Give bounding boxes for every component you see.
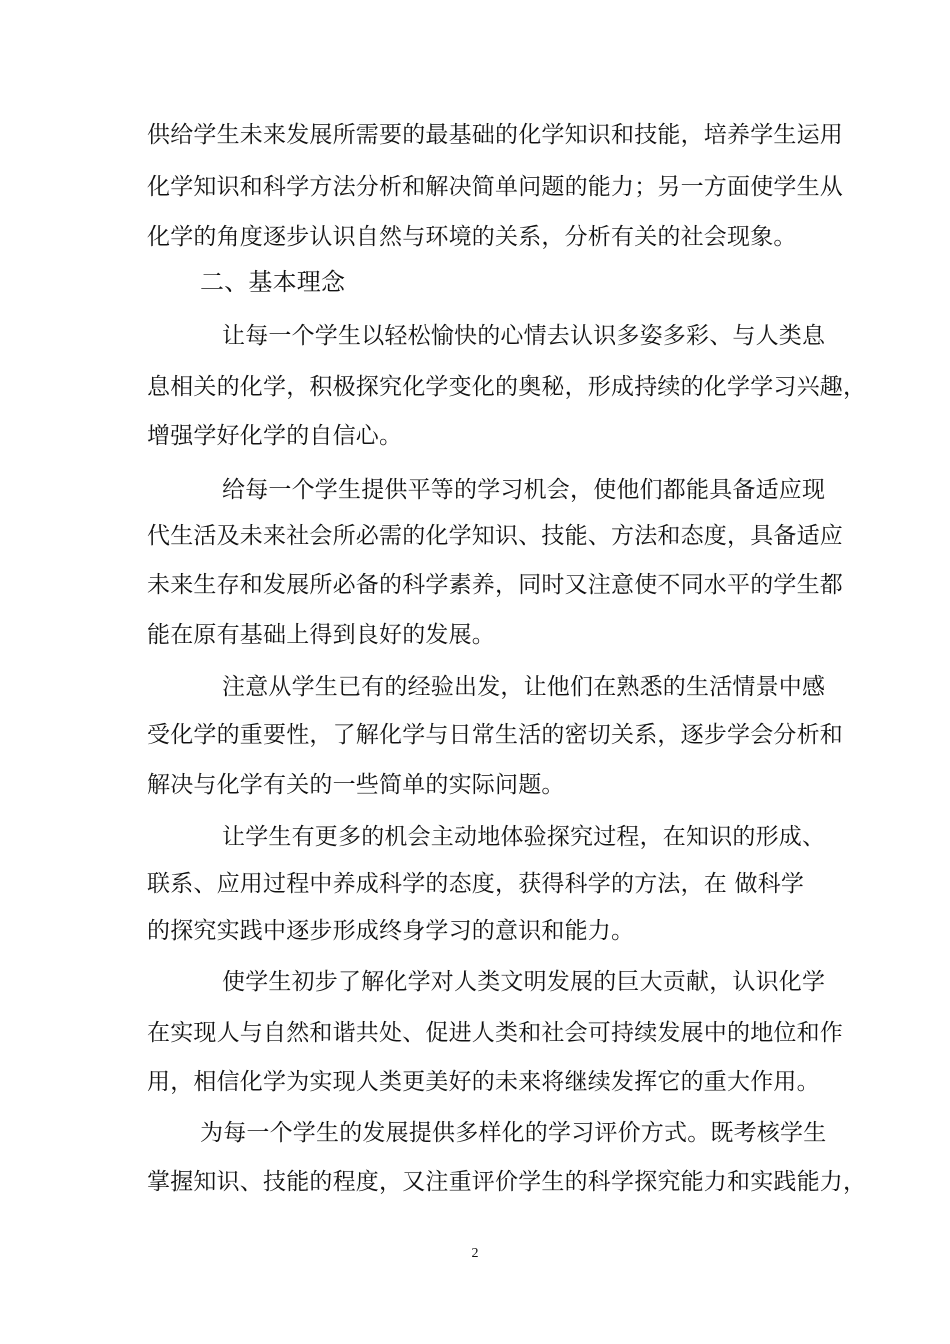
paragraph-line: 受化学的重要性，了解化学与日常生活的密切关系，逐步学会分析和 (147, 722, 843, 748)
paragraph-line: 化学的角度逐步认识自然与环境的关系，分析有关的社会现象。 (147, 224, 797, 250)
paragraph-line: 供给学生未来发展所需要的最基础的化学知识和技能，培养学生运用 (147, 122, 843, 148)
paragraph-line: 掌握知识、技能的程度，又注重评价学生的科学探究能力和实践能力， (147, 1169, 867, 1195)
paragraph-line: 化学知识和科学方法分析和解决简单问题的能力；另一方面使学生从 (147, 174, 843, 200)
paragraph-line: 解决与化学有关的一些简单的实际问题。 (147, 772, 565, 798)
paragraph-line: 在实现人与自然和谐共处、促进人类和社会可持续发展中的地位和作 (147, 1020, 843, 1046)
paragraph-line: 注意从学生已有的经验出发，让他们在熟悉的生活情景中感 (222, 674, 826, 700)
paragraph-line: 联系、应用过程中养成科学的态度，获得科学的方法，在 做科学 (147, 871, 805, 897)
section-heading: 二、基本理念 (200, 268, 346, 296)
page-number: 2 (471, 1246, 479, 1261)
paragraph-line: 未来生存和发展所必备的科学素养，同时又注意使不同水平的学生都 (147, 572, 843, 598)
paragraph-line: 能在原有基础上得到良好的发展。 (147, 622, 495, 648)
paragraph-line: 让每一个学生以轻松愉快的心情去认识多姿多彩、与人类息 (222, 323, 826, 349)
paragraph-line: 使学生初步了解化学对人类文明发展的巨大贡献，认识化学 (222, 969, 826, 995)
paragraph-line: 给每一个学生提供平等的学习机会，使他们都能具备适应现 (222, 477, 826, 503)
paragraph-line: 用，相信化学为实现人类更美好的未来将继续发挥它的重大作用。 (147, 1069, 820, 1095)
paragraph-line: 息相关的化学，积极探究化学变化的奥秘，形成持续的化学学习兴趣， (147, 374, 867, 400)
paragraph-line: 增强学好化学的自信心。 (147, 423, 403, 449)
paragraph-line: 代生活及未来社会所必需的化学知识、技能、方法和态度，具备适应 (147, 523, 843, 549)
paragraph-line: 为每一个学生的发展提供多样化的学习评价方式。既考核学生 (200, 1120, 827, 1146)
paragraph-line: 让学生有更多的机会主动地体验探究过程，在知识的形成、 (222, 824, 826, 850)
paragraph-line: 的探究实践中逐步形成终身学习的意识和能力。 (147, 918, 635, 944)
